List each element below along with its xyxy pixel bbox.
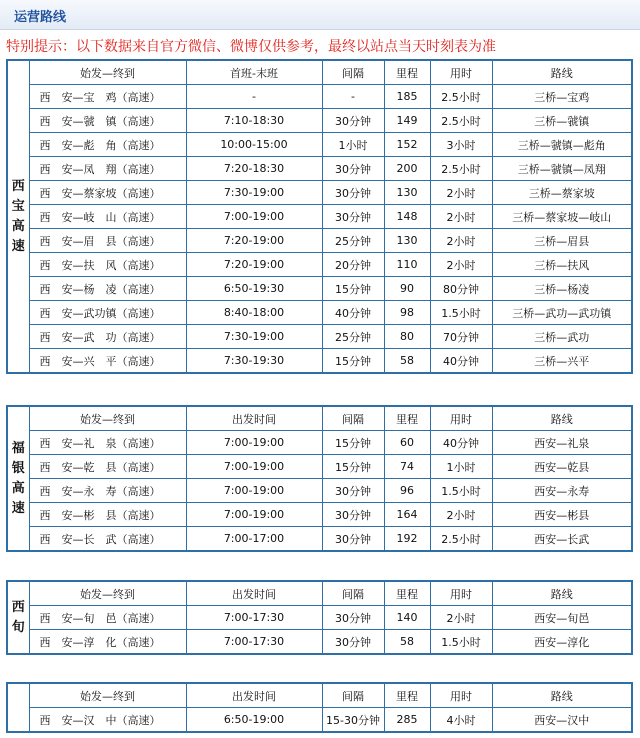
table-row (7, 431, 632, 455)
header-route: 始发—终到 (29, 406, 186, 431)
distance-cell: 285 (384, 708, 430, 733)
table-row (7, 503, 632, 527)
time-cell: 7:10-18:30 (186, 109, 322, 133)
header-path: 路线 (492, 60, 632, 85)
route-cell: 西 安—彪 角（高速） (29, 133, 186, 157)
interval-cell: 25分钟 (322, 325, 384, 349)
table-header-row (7, 683, 632, 708)
distance-cell: 80 (384, 325, 430, 349)
time-cell: 6:50-19:00 (186, 708, 322, 733)
interval-cell: 30分钟 (322, 630, 384, 655)
interval-cell: 30分钟 (322, 157, 384, 181)
distance-cell: 98 (384, 301, 430, 325)
interval-cell: 30分钟 (322, 606, 384, 630)
interval-cell: 30分钟 (322, 527, 384, 552)
time-cell: 7:00-19:00 (186, 479, 322, 503)
distance-cell: 110 (384, 253, 430, 277)
header-duration: 用时 (430, 406, 492, 431)
duration-cell: 3小时 (430, 133, 492, 157)
header-duration: 用时 (430, 581, 492, 606)
section-label (7, 406, 29, 551)
header-duration: 用时 (430, 683, 492, 708)
route-cell: 西 安—礼 泉（高速） (29, 431, 186, 455)
header-path: 路线 (492, 406, 632, 431)
table-row (7, 181, 632, 205)
route-cell: 西 安—岐 山（高速） (29, 205, 186, 229)
distance-cell: 130 (384, 181, 430, 205)
section-label (7, 60, 29, 373)
route-cell: 西 安—杨 凌（高速） (29, 277, 186, 301)
table-header-row (7, 60, 632, 85)
route-cell: 西 安—宝 鸡（高速） (29, 85, 186, 109)
route-cell: 西 安—汉 中（高速） (29, 708, 186, 733)
distance-cell: 96 (384, 479, 430, 503)
route-cell: 西 安—兴 平（高速） (29, 349, 186, 374)
path-cell: 西安—乾县 (492, 455, 632, 479)
duration-cell: 2.5小时 (430, 109, 492, 133)
header-interval: 间隔 (322, 60, 384, 85)
path-cell: 三桥—武功 (492, 325, 632, 349)
distance-cell: 140 (384, 606, 430, 630)
interval-cell: 15分钟 (322, 431, 384, 455)
distance-cell: 58 (384, 630, 430, 655)
table-row (7, 630, 632, 655)
interval-cell: - (322, 85, 384, 109)
time-cell: 8:40-18:00 (186, 301, 322, 325)
duration-cell: 1.5小时 (430, 479, 492, 503)
duration-cell: 2小时 (430, 229, 492, 253)
distance-cell: 130 (384, 229, 430, 253)
header-path: 路线 (492, 581, 632, 606)
time-cell: 7:20-18:30 (186, 157, 322, 181)
time-cell: 7:00-17:30 (186, 606, 322, 630)
section-char: 福 (11, 440, 25, 456)
path-cell: 三桥—蔡家坡 (492, 181, 632, 205)
section-char: 银 (11, 460, 25, 476)
header-time: 出发时间 (186, 683, 322, 708)
time-cell: 7:30-19:00 (186, 325, 322, 349)
table-row (7, 85, 632, 109)
route-cell: 西 安—虢 镇（高速） (29, 109, 186, 133)
duration-cell: 40分钟 (430, 431, 492, 455)
distance-cell: 149 (384, 109, 430, 133)
time-cell: 7:30-19:30 (186, 349, 322, 374)
route-cell: 西 安—蔡家坡（高速） (29, 181, 186, 205)
header-time: 出发时间 (186, 406, 322, 431)
section-char: 高 (11, 218, 25, 234)
header-route: 始发—终到 (29, 683, 186, 708)
interval-cell: 30分钟 (322, 503, 384, 527)
route-table-fuyin (6, 405, 633, 552)
distance-cell: 152 (384, 133, 430, 157)
route-cell: 西 安—扶 风（高速） (29, 253, 186, 277)
path-cell: 三桥—扶风 (492, 253, 632, 277)
duration-cell: 2小时 (430, 205, 492, 229)
table-row (7, 253, 632, 277)
path-cell: 三桥—兴平 (492, 349, 632, 374)
time-cell: 7:20-19:00 (186, 253, 322, 277)
duration-cell: 40分钟 (430, 349, 492, 374)
table-row (7, 229, 632, 253)
distance-cell: 58 (384, 349, 430, 374)
route-cell: 西 安—乾 县（高速） (29, 455, 186, 479)
interval-cell: 25分钟 (322, 229, 384, 253)
duration-cell: 2.5小时 (430, 85, 492, 109)
path-cell: 三桥—眉县 (492, 229, 632, 253)
interval-cell: 40分钟 (322, 301, 384, 325)
page-header (0, 0, 640, 30)
table-row (7, 479, 632, 503)
time-cell: 7:00-17:30 (186, 630, 322, 655)
header-distance: 里程 (384, 581, 430, 606)
header-route: 始发—终到 (29, 581, 186, 606)
distance-cell: 148 (384, 205, 430, 229)
route-table-xixun (6, 580, 633, 655)
path-cell: 西安—汉中 (492, 708, 632, 733)
path-cell: 三桥—武功—武功镇 (492, 301, 632, 325)
table-row (7, 325, 632, 349)
route-cell: 西 安—旬 邑（高速） (29, 606, 186, 630)
distance-cell: 60 (384, 431, 430, 455)
header-time: 首班-末班 (186, 60, 322, 85)
interval-cell: 30分钟 (322, 205, 384, 229)
table-row (7, 157, 632, 181)
header-distance: 里程 (384, 683, 430, 708)
section-char: 西 (11, 178, 25, 194)
table-row (7, 277, 632, 301)
path-cell: 西安—彬县 (492, 503, 632, 527)
table-row (7, 455, 632, 479)
route-cell: 西 安—淳 化（高速） (29, 630, 186, 655)
duration-cell: 2.5小时 (430, 527, 492, 552)
section-char: 宝 (11, 198, 25, 214)
route-table-xibao (6, 59, 633, 374)
interval-cell: 30分钟 (322, 181, 384, 205)
header-distance: 里程 (384, 60, 430, 85)
header-interval: 间隔 (322, 406, 384, 431)
interval-cell: 30分钟 (322, 109, 384, 133)
duration-cell: 4小时 (430, 708, 492, 733)
section-char: 高 (11, 480, 25, 496)
interval-cell: 15分钟 (322, 455, 384, 479)
time-cell: 10:00-15:00 (186, 133, 322, 157)
route-cell: 西 安—彬 县（高速） (29, 503, 186, 527)
header-route: 始发—终到 (29, 60, 186, 85)
time-cell: 7:00-19:00 (186, 455, 322, 479)
path-cell: 西安—礼泉 (492, 431, 632, 455)
table-row (7, 708, 632, 733)
table-row (7, 205, 632, 229)
path-cell: 三桥—虢镇—彪角 (492, 133, 632, 157)
duration-cell: 2小时 (430, 503, 492, 527)
time-cell: 7:00-17:00 (186, 527, 322, 552)
section-label (7, 683, 29, 732)
route-cell: 西 安—武功镇（高速） (29, 301, 186, 325)
distance-cell: 185 (384, 85, 430, 109)
interval-cell: 15分钟 (322, 277, 384, 301)
path-cell: 西安—淳化 (492, 630, 632, 655)
path-cell: 三桥—虢镇 (492, 109, 632, 133)
path-cell: 三桥—宝鸡 (492, 85, 632, 109)
route-cell: 西 安—眉 县（高速） (29, 229, 186, 253)
duration-cell: 1.5小时 (430, 630, 492, 655)
path-cell: 西安—长武 (492, 527, 632, 552)
distance-cell: 74 (384, 455, 430, 479)
duration-cell: 1.5小时 (430, 301, 492, 325)
section-char: 速 (11, 238, 25, 254)
section-char: 西 (11, 599, 25, 615)
interval-cell: 20分钟 (322, 253, 384, 277)
path-cell: 西安—旬邑 (492, 606, 632, 630)
table-row (7, 133, 632, 157)
table-row (7, 606, 632, 630)
table-header-row (7, 406, 632, 431)
section-char: 旬 (11, 619, 25, 635)
duration-cell: 2小时 (430, 181, 492, 205)
time-cell: - (186, 85, 322, 109)
table-row (7, 301, 632, 325)
route-table-hanzhong (6, 682, 633, 733)
header-interval: 间隔 (322, 581, 384, 606)
path-cell: 三桥—虢镇—凤翔 (492, 157, 632, 181)
header-path: 路线 (492, 683, 632, 708)
distance-cell: 200 (384, 157, 430, 181)
notice-text: 特别提示：以下数据来自官方微信、微博仅供参考，最终以站点当天时刻表为准 (6, 39, 496, 55)
duration-cell: 1小时 (430, 455, 492, 479)
route-cell: 西 安—长 武（高速） (29, 527, 186, 552)
time-cell: 7:00-19:00 (186, 431, 322, 455)
interval-cell: 30分钟 (322, 479, 384, 503)
time-cell: 7:30-19:00 (186, 181, 322, 205)
duration-cell: 70分钟 (430, 325, 492, 349)
time-cell: 7:00-19:00 (186, 205, 322, 229)
duration-cell: 2小时 (430, 253, 492, 277)
table-header-row (7, 581, 632, 606)
distance-cell: 192 (384, 527, 430, 552)
table-row (7, 349, 632, 374)
interval-cell: 15-30分钟 (322, 708, 384, 733)
distance-cell: 90 (384, 277, 430, 301)
header-duration: 用时 (430, 60, 492, 85)
duration-cell: 2小时 (430, 606, 492, 630)
path-cell: 三桥—杨凌 (492, 277, 632, 301)
route-cell: 西 安—武 功（高速） (29, 325, 186, 349)
time-cell: 7:00-19:00 (186, 503, 322, 527)
page-title: 运营路线 (14, 10, 67, 25)
distance-cell: 164 (384, 503, 430, 527)
table-row (7, 527, 632, 552)
duration-cell: 80分钟 (430, 277, 492, 301)
path-cell: 西安—永寿 (492, 479, 632, 503)
table-row (7, 109, 632, 133)
time-cell: 7:20-19:00 (186, 229, 322, 253)
path-cell: 三桥—蔡家坡—岐山 (492, 205, 632, 229)
section-label (7, 581, 29, 654)
header-distance: 里程 (384, 406, 430, 431)
header-time: 出发时间 (186, 581, 322, 606)
duration-cell: 2.5小时 (430, 157, 492, 181)
header-interval: 间隔 (322, 683, 384, 708)
time-cell: 6:50-19:30 (186, 277, 322, 301)
interval-cell: 15分钟 (322, 349, 384, 374)
route-cell: 西 安—凤 翔（高速） (29, 157, 186, 181)
route-cell: 西 安—永 寿（高速） (29, 479, 186, 503)
interval-cell: 1小时 (322, 133, 384, 157)
section-char: 速 (11, 500, 25, 516)
